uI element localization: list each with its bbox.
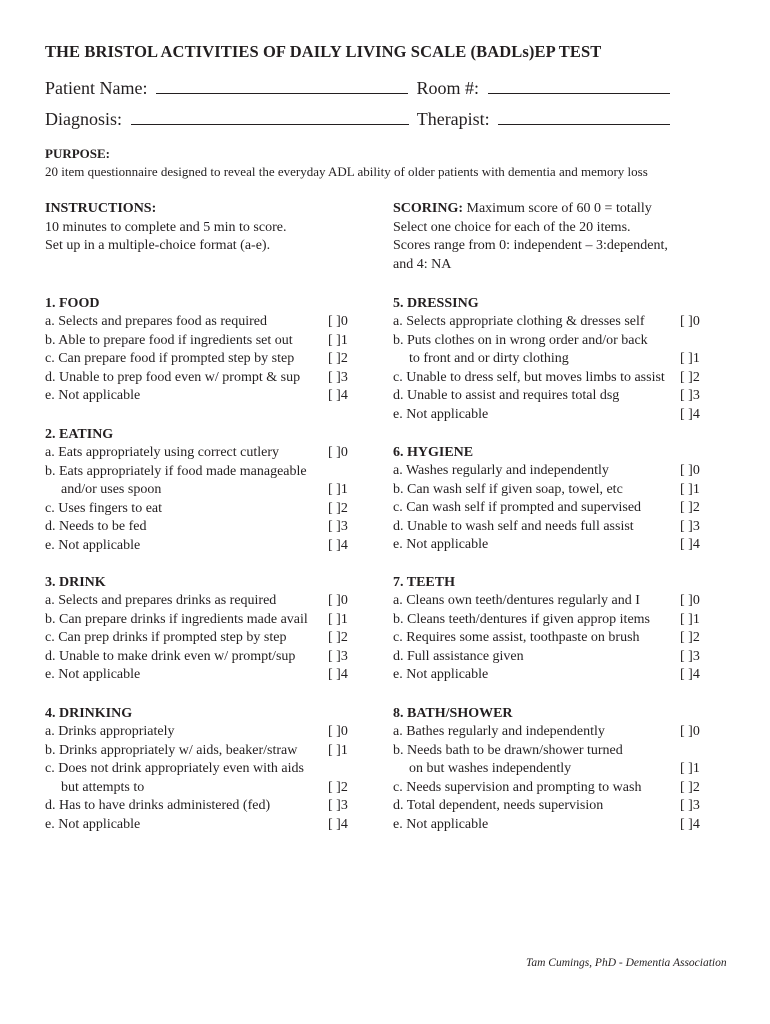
patient-name-field[interactable] [156,79,408,94]
list-item [45,742,355,761]
score-checkbox[interactable]: [ ]1 [680,761,700,777]
score-checkbox[interactable]: [ ]2 [680,369,700,385]
list-item [393,760,703,779]
score-checkbox[interactable]: [ ]4 [680,667,700,683]
list-item [393,648,703,667]
item-text: e. Not applicable [393,667,489,683]
section-title: 7. TEETH [393,575,455,590]
item-text: c. Requires some assist, toothpaste on brush [393,630,640,646]
list-item [45,611,355,630]
section-title: 1. FOOD [45,296,100,311]
list-item [393,779,703,798]
room-label: Room #: [416,78,479,98]
section-title: 4. DRINKING [45,706,133,721]
score-checkbox[interactable]: [ ]3 [680,798,700,814]
list-item [393,518,703,537]
item-text: e. Not applicable [45,816,141,832]
section-title: 2. EATING [45,427,114,442]
list-item [393,350,703,369]
score-checkbox[interactable]: [ ]4 [328,537,348,553]
score-checkbox[interactable]: [ ]4 [328,667,348,683]
section-6 [393,443,703,555]
item-text: e. Not applicable [393,406,489,422]
item-text: to front and or dirty clothing [409,351,569,367]
item-text: b. Puts clothes on in wrong order and/or back [393,332,648,348]
section-title: 6. HYGIENE [393,445,474,460]
list-item [45,313,355,332]
score-checkbox[interactable]: [ ]3 [328,519,348,535]
item-text: c. Unable to dress self, but moves limbs to assist [393,369,665,385]
purpose-text: 20 item questionnaire designed to reveal the everyday ADL ability of older patients with dementia and memory loss [45,164,648,179]
scoring-block [393,200,713,274]
patient-room-line [45,78,674,99]
section-3 [45,573,355,685]
list-item [45,592,355,611]
list-item [393,332,703,351]
section-title: 5. DRESSING [393,296,479,311]
list-item [393,629,703,648]
item-text: b. Can wash self if given soap, towel, etc [393,481,623,497]
diagnosis-field[interactable] [131,110,409,125]
score-checkbox[interactable]: [ ]1 [328,482,348,498]
score-checkbox[interactable]: [ ]4 [680,816,700,832]
item-text: c. Can prepare food if prompted step by step [45,351,295,367]
item-text: d. Has to have drinks administered (fed) [45,798,271,814]
item-text: a. Selects and prepares food as required [45,314,267,329]
score-checkbox[interactable]: [ ]2 [680,630,700,646]
list-item [393,499,703,518]
score-checkbox[interactable]: [ ]1 [328,742,348,758]
item-text: c. Can wash self if prompted and supervised [393,500,642,516]
list-item [45,350,355,369]
list-item [45,332,355,351]
score-checkbox[interactable]: [ ]1 [680,351,700,367]
item-text: a. Washes regularly and independently [393,463,609,478]
score-checkbox[interactable]: [ ]3 [328,369,348,385]
instructions-line: 10 minutes to complete and 5 min to score. [45,219,287,235]
item-text: c. Needs supervision and prompting to wash [393,779,642,795]
item-text: d. Unable to assist and requires total dsg [393,388,620,404]
score-checkbox[interactable]: [ ]2 [328,779,348,795]
item-text: b. Drinks appropriately w/ aids, beaker/straw [45,742,298,758]
patient-name-label: Patient Name: [45,78,148,98]
item-text: a. Eats appropriately using correct cutlery [45,445,280,460]
list-item [45,648,355,667]
score-checkbox[interactable]: [ ]0 [680,724,700,739]
score-checkbox[interactable]: [ ]0 [328,593,348,608]
score-checkbox[interactable]: [ ]2 [328,630,348,646]
item-text: d. Unable to wash self and needs full assist [393,518,634,534]
item-text: but attempts to [61,779,145,795]
instructions-line: Set up in a multiple-choice format (a-e). [45,238,271,253]
item-text: on but washes independently [409,761,572,777]
scoring-line: Maximum score of 60 0 = totally [463,201,652,216]
score-checkbox[interactable]: [ ]0 [328,445,348,460]
list-item [393,666,703,685]
item-text: e. Not applicable [393,816,489,832]
therapist-field[interactable] [498,110,670,125]
list-item [45,369,355,388]
item-text: b. Cleans teeth/dentures if given approp items [393,611,650,627]
list-item [393,816,703,835]
score-checkbox[interactable]: [ ]4 [328,816,348,832]
item-text: b. Needs bath to be drawn/shower turned [393,742,623,758]
score-checkbox[interactable]: [ ]3 [680,518,700,534]
score-checkbox[interactable]: [ ]2 [328,351,348,367]
list-item [393,742,703,761]
list-item [393,536,703,555]
list-item [393,387,703,406]
footer-credit: Tam Cumings, PhD - Dementia Association [526,957,727,969]
list-item [393,406,703,425]
section-4 [45,704,355,835]
section-1 [45,294,355,406]
list-item [45,629,355,648]
list-item [393,797,703,816]
document-title: THE BRISTOL ACTIVITIES OF DAILY LIVING SCALE (BADLs)EP TEST [45,42,602,61]
score-checkbox[interactable]: [ ]1 [680,481,700,497]
scoring-heading: SCORING: [393,201,464,216]
item-text: d. Unable to prep food even w/ prompt & sup [45,369,301,385]
item-text: a. Cleans own teeth/dentures regularly and I [393,593,640,608]
score-checkbox[interactable]: [ ]0 [680,593,700,608]
score-checkbox[interactable]: [ ]1 [680,611,700,627]
score-checkbox[interactable]: [ ]2 [680,779,700,795]
item-text: e. Not applicable [393,537,489,553]
scoring-line: Scores range from 0: independent – 3:dependent, [393,238,668,253]
score-checkbox[interactable]: [ ]4 [680,406,700,422]
list-item [45,518,355,537]
item-text: c. Does not drink appropriately even with aids [45,761,304,777]
score-checkbox[interactable]: [ ]1 [328,611,348,627]
score-checkbox[interactable]: [ ]3 [680,648,700,664]
item-text: a. Selects and prepares drinks as required [45,593,277,608]
list-item [45,816,355,835]
score-checkbox[interactable]: [ ]2 [328,500,348,516]
score-checkbox[interactable]: [ ]0 [680,314,700,329]
score-checkbox[interactable]: [ ]0 [328,724,348,739]
item-text: a. Drinks appropriately [45,724,175,739]
list-item [45,760,355,779]
list-item [393,611,703,630]
scoring-line: Select one choice for each of the 20 items. [393,219,631,235]
list-item [45,723,355,742]
score-checkbox[interactable]: [ ]4 [328,388,348,404]
score-checkbox[interactable]: [ ]4 [680,537,700,553]
item-text: a. Bathes regularly and independently [393,724,605,739]
room-field[interactable] [488,79,670,94]
list-item [393,592,703,611]
item-text: d. Total dependent, needs supervision [393,798,604,814]
list-item [45,463,355,482]
item-text: d. Unable to make drink even w/ prompt/sup [45,648,296,664]
list-item [45,444,355,463]
score-checkbox[interactable]: [ ]2 [680,500,700,516]
score-checkbox[interactable]: [ ]3 [328,798,348,814]
score-checkbox[interactable]: [ ]0 [328,314,348,329]
item-text: a. Selects appropriate clothing & dresses self [393,314,645,329]
item-text: b. Able to prepare food if ingredients set out [45,332,293,348]
list-item [45,666,355,685]
item-text: e. Not applicable [45,667,141,683]
list-item [393,462,703,481]
diagnosis-label: Diagnosis: [45,109,123,129]
item-text: b. Eats appropriately if food made manageable [45,463,307,479]
list-item [393,481,703,500]
section-7 [393,573,703,685]
score-checkbox[interactable]: [ ]0 [680,463,700,478]
item-text: c. Can prep drinks if prompted step by step [45,630,287,646]
section-2 [45,425,355,556]
instructions-block [45,200,286,256]
section-8 [393,704,703,835]
item-text: e. Not applicable [45,388,141,404]
item-text: e. Not applicable [45,537,141,553]
purpose-heading: PURPOSE: [45,146,110,161]
list-item [45,500,355,519]
item-text: b. Can prepare drinks if ingredients made avail [45,611,308,627]
item-text: c. Uses fingers to eat [45,500,163,516]
list-item [45,797,355,816]
list-item [393,313,703,332]
score-checkbox[interactable]: [ ]1 [328,332,348,348]
list-item [393,369,703,388]
list-item [45,537,355,556]
score-checkbox[interactable]: [ ]3 [328,648,348,664]
item-text: and/or uses spoon [61,482,162,498]
scoring-line: and 4: NA [393,256,452,272]
list-item [45,779,355,798]
section-title: 8. BATH/SHOWER [393,706,513,721]
score-checkbox[interactable]: [ ]3 [680,388,700,404]
item-text: d. Needs to be fed [45,519,147,535]
diagnosis-therapist-line [45,109,674,130]
section-title: 3. DRINK [45,575,106,590]
item-text: d. Full assistance given [393,648,524,664]
instructions-heading: INSTRUCTIONS: [45,201,157,216]
therapist-label: Therapist: [416,109,490,129]
list-item [45,481,355,500]
list-item [393,723,703,742]
section-5 [393,294,703,425]
list-item [45,387,355,406]
